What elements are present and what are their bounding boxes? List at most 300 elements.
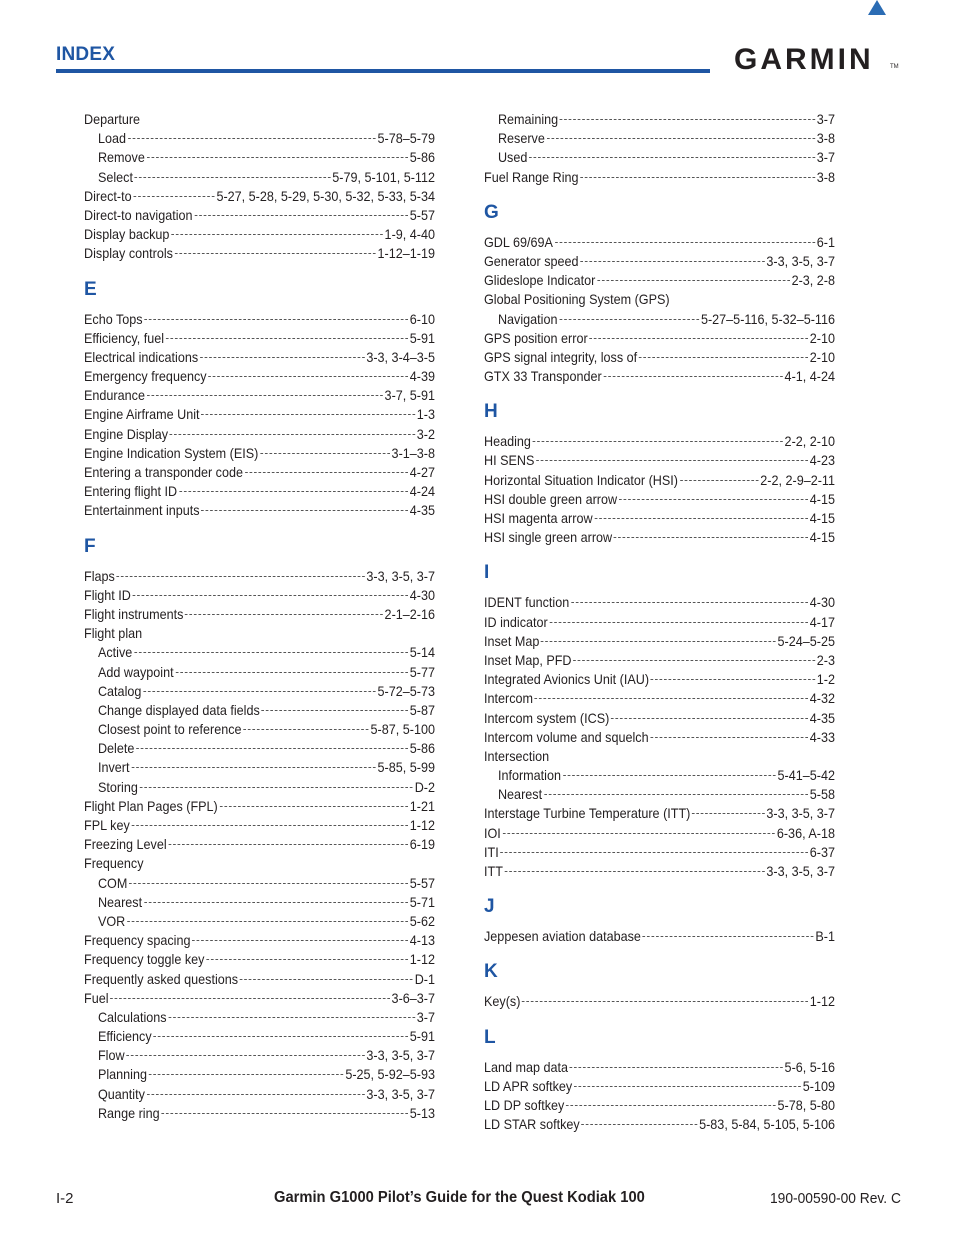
index-subentry: [84, 739, 435, 758]
dot-leader: [127, 921, 408, 922]
dot-leader: [149, 1074, 344, 1075]
dot-leader: [129, 883, 408, 884]
index-entry: [84, 950, 435, 969]
entry-pages: 5-57: [409, 206, 435, 223]
entry-label: Entertainment inputs: [84, 502, 200, 519]
index-entry: [484, 992, 835, 1011]
entry-label: VOR: [97, 912, 126, 929]
dot-leader: [573, 660, 815, 661]
entry-pages: 3-7, 5-91: [384, 387, 435, 404]
index-subentry: [84, 758, 435, 777]
entry-label: Engine Airframe Unit: [84, 406, 200, 423]
section-letter: I: [484, 562, 490, 584]
entry-pages: 1-9, 4-40: [384, 226, 435, 243]
index-entry: [84, 624, 435, 643]
entry-label: Direct-to navigation: [84, 206, 193, 223]
entry-pages: 5-86: [409, 149, 435, 166]
dot-leader: [547, 138, 815, 139]
dot-leader: [529, 157, 815, 158]
index-column-left: [84, 110, 435, 1123]
entry-label: Information: [497, 767, 561, 784]
index-entry: [484, 432, 835, 451]
entry-pages: 4-32: [809, 690, 835, 707]
index-entry: [84, 367, 435, 386]
entry-label: Jeppesen aviation database: [484, 928, 641, 945]
entry-label: Delete: [97, 740, 135, 757]
dot-leader: [639, 357, 808, 358]
entry-pages: 3-3, 3-5, 3-7: [366, 1085, 435, 1102]
entry-label: Intersection: [484, 747, 550, 764]
dot-leader: [153, 1036, 408, 1037]
dot-leader: [132, 825, 408, 826]
dot-leader: [147, 1094, 365, 1095]
index-entry: [484, 509, 835, 528]
entry-label: Used: [497, 149, 528, 166]
garmin-delta-icon: [868, 0, 886, 15]
dot-leader: [136, 748, 408, 749]
entry-label: Efficiency, fuel: [84, 329, 165, 346]
entry-pages: 5-85, 5-99: [377, 759, 435, 776]
index-subentry: [84, 1027, 435, 1046]
index-entry: [484, 632, 835, 651]
index-subentry: [84, 1065, 435, 1084]
index-entry: [484, 271, 835, 290]
entry-label: Invert: [97, 759, 130, 776]
entry-label: Intercom: [484, 690, 534, 707]
index-entry: [84, 970, 435, 989]
dot-leader: [550, 622, 808, 623]
entry-pages: 6-36, A-18: [776, 824, 835, 841]
index-subentry: [84, 682, 435, 701]
entry-pages: 2-3, 2-8: [791, 272, 835, 289]
entry-pages: 5-6, 5-16: [784, 1058, 835, 1075]
dot-leader: [240, 979, 413, 980]
entry-pages: 4-39: [409, 368, 435, 385]
entry-pages: 4-27: [409, 464, 435, 480]
dot-leader: [185, 614, 383, 615]
entry-pages: 5-109: [802, 1077, 835, 1094]
entry-label: Frequently asked questions: [84, 970, 239, 987]
index-entry: [484, 843, 835, 862]
entry-pages: 3-6–3-7: [391, 989, 435, 1006]
index-entry: [484, 329, 835, 348]
index-entry: [84, 605, 435, 624]
dot-leader: [501, 852, 808, 853]
entry-label: Flight ID: [84, 586, 131, 603]
index-entry: [484, 670, 835, 689]
entry-label: Heading: [484, 433, 531, 450]
dot-leader: [144, 902, 408, 903]
entry-pages: 4-24: [409, 483, 435, 500]
index-entry: [84, 989, 435, 1008]
entry-label: Integrated Avionics Unit (IAU): [484, 671, 650, 688]
dot-leader: [147, 157, 408, 158]
index-entry: [84, 425, 435, 444]
index-entry: [84, 797, 435, 816]
entry-label: Range ring: [97, 1104, 160, 1121]
entry-label: Calculations: [97, 1008, 167, 1025]
index-entry: [484, 290, 835, 309]
entry-pages: 4-23: [809, 452, 835, 469]
index-entry: [484, 593, 835, 612]
entry-label: Efficiency: [97, 1028, 152, 1045]
dot-leader: [168, 844, 408, 845]
dot-leader: [133, 196, 214, 197]
index-subentry: [84, 778, 435, 797]
entry-label: Key(s): [484, 993, 521, 1010]
entry-pages: 5-83, 5-84, 5-105, 5-106: [699, 1116, 835, 1133]
dot-leader: [536, 460, 808, 461]
entry-pages: 5-57: [409, 874, 435, 891]
entry-label: HSI single green arrow: [484, 529, 613, 546]
entry-pages: 5-78, 5-80: [777, 1096, 835, 1113]
entry-label: Change displayed data fields: [97, 701, 260, 718]
index-subentry: [84, 129, 435, 148]
entry-label: IDENT function: [484, 594, 570, 611]
section-letter: G: [484, 201, 499, 223]
index-subentry: [484, 129, 835, 148]
trademark-mark: TM: [890, 64, 899, 70]
index-entry: [84, 567, 435, 586]
entry-label: Display controls: [84, 245, 173, 262]
dot-leader: [680, 480, 759, 481]
dot-leader: [566, 1105, 776, 1106]
dot-leader: [117, 576, 365, 577]
dot-leader: [161, 1113, 408, 1114]
entry-pages: 1-2: [816, 671, 835, 688]
entry-pages: 5-71: [409, 893, 435, 910]
index-subentry: [84, 1104, 435, 1123]
dot-leader: [544, 794, 808, 795]
dot-leader: [220, 806, 408, 807]
entry-label: LD APR softkey: [484, 1077, 573, 1094]
document-title: Garmin G1000 Pilot’s Guide for the Quest Kodiak 100: [274, 1189, 645, 1206]
entry-pages: 4-1, 4-24: [784, 368, 835, 385]
entry-label: Freezing Level: [84, 836, 167, 853]
dot-leader: [170, 434, 415, 435]
entry-pages: 3-3, 3-4–3-5: [366, 348, 435, 365]
dot-leader: [126, 1055, 364, 1056]
index-entry: [84, 225, 435, 244]
entry-label: LD STAR softkey: [484, 1116, 580, 1133]
entry-label: Fuel: [84, 989, 109, 1006]
entry-label: Intercom volume and squelch: [484, 728, 649, 745]
index-subentry: [484, 148, 835, 167]
index-entry: [484, 252, 835, 271]
index-subentry: [84, 1008, 435, 1027]
entry-label: Flight Plan Pages (FPL): [84, 797, 218, 814]
index-subentry: [484, 110, 835, 129]
entry-label: Generator speed: [484, 252, 579, 269]
index-entry: [84, 482, 435, 501]
entry-pages: 5-62: [409, 912, 435, 929]
entry-label: FPL key: [84, 817, 130, 833]
dot-leader: [128, 138, 376, 139]
entry-pages: 3-2: [416, 425, 435, 442]
index-entry: [484, 747, 835, 766]
entry-label: HSI double green arrow: [484, 490, 618, 507]
entry-label: GPS signal integrity, loss of: [484, 348, 638, 365]
dot-leader: [179, 491, 408, 492]
index-entry: [484, 348, 835, 367]
entry-label: HI SENS: [484, 452, 535, 469]
entry-pages: 4-15: [809, 529, 835, 546]
entry-label: Entering flight ID: [84, 483, 178, 500]
entry-pages: 6-10: [409, 310, 435, 327]
index-entry: [84, 405, 435, 424]
index-entry: [84, 244, 435, 263]
entry-label: Glideslope Indicator: [484, 272, 596, 289]
entry-label: Echo Tops: [84, 310, 143, 327]
dot-leader: [619, 499, 808, 500]
dot-leader: [589, 338, 808, 339]
entry-pages: 1-12: [809, 993, 835, 1010]
dot-leader: [135, 177, 331, 178]
entry-pages: 6-37: [809, 843, 835, 860]
index-entry: [84, 816, 435, 835]
entry-pages: 5-58: [809, 786, 835, 803]
entry-label: Nearest: [497, 786, 543, 803]
dot-leader: [166, 338, 408, 339]
index-entry: [484, 927, 835, 946]
dot-leader: [206, 959, 408, 960]
entry-label: IOI: [484, 824, 501, 841]
dot-leader: [171, 234, 383, 235]
dot-leader: [535, 698, 808, 699]
entry-label: Emergency frequency: [84, 368, 207, 385]
index-entry: [84, 206, 435, 225]
index-subentry: [84, 1046, 435, 1065]
index-entry: [484, 451, 835, 470]
entry-pages: B-1: [815, 928, 835, 945]
entry-label: Direct-to: [84, 187, 132, 204]
entry-label: Flaps: [84, 567, 115, 584]
dot-leader: [110, 998, 389, 999]
index-subentry: [84, 148, 435, 167]
entry-label: Fuel Range Ring: [484, 168, 579, 185]
index-entry: [84, 586, 435, 605]
index-entry: [84, 854, 435, 873]
entry-label: Catalog: [97, 682, 142, 699]
dot-leader: [574, 1086, 801, 1087]
entry-label: ITI: [484, 843, 499, 860]
entry-label: Navigation: [497, 310, 558, 327]
index-subentry: [484, 785, 835, 804]
dot-leader: [505, 871, 765, 872]
dot-leader: [580, 261, 764, 262]
index-entry: [484, 709, 835, 728]
entry-pages: 1-3: [416, 406, 435, 423]
index-subentry: [484, 310, 835, 329]
dot-leader: [555, 242, 815, 243]
dot-leader: [541, 641, 776, 642]
entry-label: Frequency spacing: [84, 932, 191, 949]
index-entry: [84, 386, 435, 405]
dot-leader: [570, 1067, 783, 1068]
entry-pages: 5-86: [409, 740, 435, 757]
section-letter: J: [484, 896, 495, 918]
dot-leader: [614, 537, 808, 538]
dot-leader: [208, 376, 408, 377]
dot-leader: [140, 787, 413, 788]
dot-leader: [194, 215, 408, 216]
entry-label: COM: [97, 874, 128, 891]
entry-pages: 5-41–5-42: [777, 767, 835, 784]
entry-label: ID indicator: [484, 613, 548, 630]
index-subentry: [84, 1085, 435, 1104]
entry-pages: 3-3, 3-5, 3-7: [766, 863, 835, 879]
page-number: I-2: [56, 1190, 74, 1207]
index-entry: [484, 490, 835, 509]
entry-pages: 5-24–5-25: [777, 632, 835, 649]
index-entry: [84, 348, 435, 367]
dot-leader: [144, 319, 408, 320]
entry-label: Remaining: [497, 111, 559, 127]
index-entry: [84, 110, 435, 129]
index-entry: [484, 1077, 835, 1096]
dot-leader: [692, 813, 764, 814]
section-letter: F: [84, 535, 96, 557]
entry-label: Entering a transponder code: [84, 464, 244, 480]
entry-pages: 3-7: [816, 149, 835, 166]
index-entry: [484, 233, 835, 252]
index-entry: [484, 1058, 835, 1077]
entry-pages: 1-12–1-19: [377, 245, 435, 262]
entry-pages: 5-77: [409, 663, 435, 680]
dot-leader: [603, 376, 782, 377]
entry-pages: 3-3, 3-5, 3-7: [766, 805, 835, 822]
entry-label: Storing: [97, 778, 138, 795]
document-number: 190-00590-00 Rev. C: [770, 1190, 901, 1207]
entry-pages: 5-13: [409, 1104, 435, 1121]
entry-label: Planning: [97, 1066, 147, 1083]
index-entry: [484, 528, 835, 547]
entry-label: Interstage Turbine Temperature (ITT): [484, 805, 691, 822]
entry-label: GDL 69/69A: [484, 233, 553, 250]
index-entry: [484, 862, 835, 881]
entry-pages: 4-17: [809, 613, 835, 630]
index-subentry: [484, 766, 835, 785]
index-entry: [84, 310, 435, 329]
section-letter: E: [84, 278, 97, 300]
index-subentry: [84, 168, 435, 187]
entry-label: Frequency toggle key: [84, 951, 205, 968]
dot-leader: [201, 510, 408, 511]
entry-label: Frequency: [84, 855, 144, 872]
entry-label: Engine Display: [84, 425, 169, 442]
dot-leader: [559, 319, 699, 320]
dot-leader: [522, 1001, 808, 1002]
index-heading: INDEX: [56, 44, 116, 65]
entry-pages: 2-10: [809, 348, 835, 365]
index-entry: [84, 187, 435, 206]
index-entry: [484, 1115, 835, 1134]
entry-label: Departure: [84, 111, 141, 127]
entry-label: Intercom system (ICS): [484, 709, 610, 726]
entry-pages: 6-19: [409, 836, 435, 853]
entry-label: Flight plan: [84, 625, 143, 642]
entry-label: Active: [97, 644, 133, 661]
entry-pages: 3-3, 3-5, 3-7: [366, 567, 435, 584]
index-subentry: [84, 912, 435, 931]
entry-pages: 3-3, 3-5, 3-7: [766, 252, 835, 269]
entry-pages: 1-12: [409, 951, 435, 968]
dot-leader: [650, 737, 808, 738]
dot-leader: [563, 775, 776, 776]
index-entry: [84, 463, 435, 482]
dot-leader: [533, 441, 783, 442]
entry-label: Endurance: [84, 387, 145, 404]
index-subentry: [84, 893, 435, 912]
garmin-logo: [734, 26, 896, 76]
entry-label: ITT: [484, 863, 503, 879]
dot-leader: [243, 729, 368, 730]
index-entry: [484, 728, 835, 747]
index-entry: [84, 444, 435, 463]
entry-label: Remove: [97, 149, 145, 166]
entry-pages: 3-7: [816, 111, 835, 127]
index-subentry: [84, 701, 435, 720]
entry-pages: 2-10: [809, 329, 835, 346]
entry-label: Nearest: [97, 893, 143, 910]
entry-pages: 2-2, 2-9–2-11: [760, 471, 835, 488]
entry-pages: 5-91: [409, 1028, 435, 1045]
dot-leader: [262, 710, 408, 711]
entry-label: Global Positioning System (GPS): [484, 291, 670, 308]
index-subentry: [84, 720, 435, 739]
dot-leader: [651, 679, 815, 680]
index-entry: [484, 1096, 835, 1115]
entry-pages: 4-15: [809, 510, 835, 526]
section-letter: K: [484, 961, 498, 983]
entry-pages: 5-87: [409, 701, 435, 718]
entry-pages: 3-3, 3-5, 3-7: [366, 1047, 435, 1064]
dot-leader: [597, 280, 790, 281]
dot-leader: [245, 472, 408, 473]
entry-pages: 1-21: [409, 797, 435, 814]
entry-pages: 2-2, 2-10: [784, 433, 835, 450]
dot-leader: [168, 1017, 415, 1018]
entry-pages: 4-30: [809, 594, 835, 611]
index-entry: [484, 689, 835, 708]
index-entry: [84, 329, 435, 348]
entry-pages: 3-8: [816, 168, 835, 185]
entry-pages: 3-7: [416, 1008, 435, 1025]
dot-leader: [571, 602, 808, 603]
entry-pages: D-1: [414, 970, 435, 987]
dot-leader: [581, 1124, 697, 1125]
entry-label: Load: [97, 130, 126, 147]
index-entry: [484, 471, 835, 490]
entry-label: HSI magenta arrow: [484, 510, 593, 526]
entry-label: Reserve: [497, 130, 545, 147]
index-entry: [84, 835, 435, 854]
entry-label: LD DP softkey: [484, 1096, 565, 1113]
entry-label: Quantity: [97, 1085, 145, 1102]
entry-label: Electrical indications: [84, 348, 199, 365]
entry-pages: 5-79, 5-101, 5-112: [332, 168, 435, 185]
header-rule: [56, 69, 710, 73]
entry-pages: 4-35: [409, 502, 435, 519]
entry-label: GPS position error: [484, 329, 588, 346]
entry-pages: 1-12: [409, 817, 435, 833]
entry-pages: 4-33: [809, 728, 835, 745]
entry-label: Flight instruments: [84, 605, 184, 622]
entry-label: Engine Indication System (EIS): [84, 444, 259, 461]
entry-pages: 4-13: [409, 932, 435, 949]
entry-pages: 2-1–2-16: [384, 605, 435, 622]
garmin-logo-text: GARMIN: [734, 43, 874, 76]
